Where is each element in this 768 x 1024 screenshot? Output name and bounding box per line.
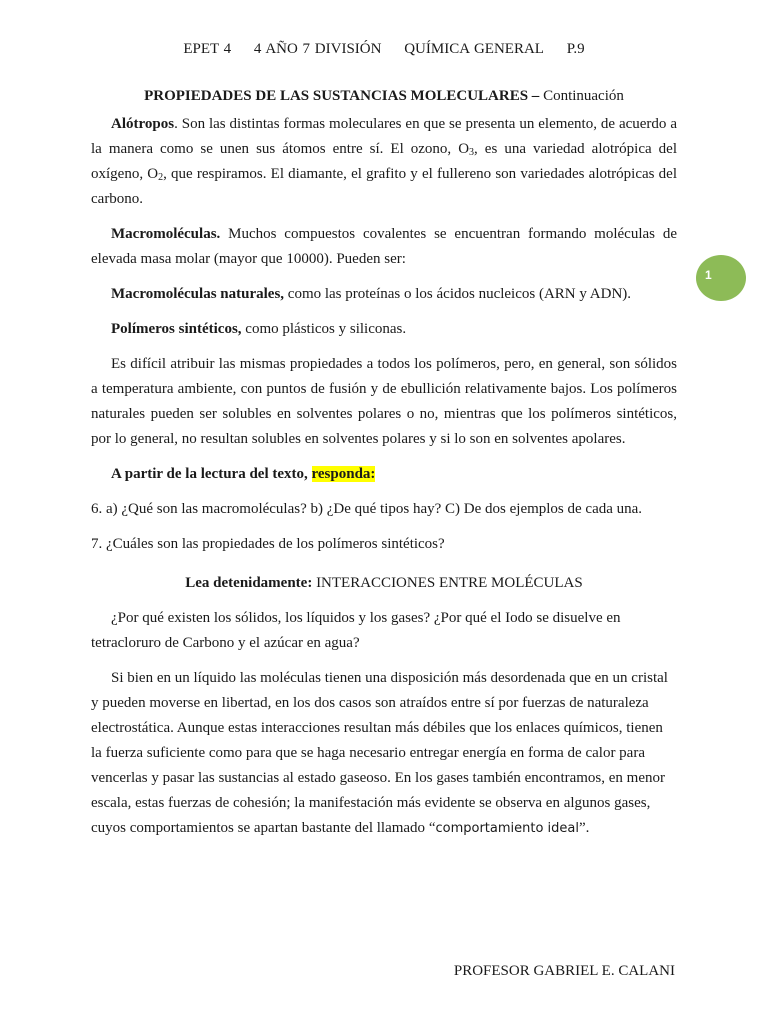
interacciones-paragraph-2 bbox=[91, 666, 677, 841]
page-number-badge bbox=[696, 255, 746, 301]
polimeros-paragraph: Es difícil atribuir las mismas propiedades a todos los polímeros, pero, en general, son sólidos a temperatura ambiente, con puntos de fusión y de ebullición relativamente bajos. Los polímeros naturales pueden ser solubles en solventes polares o no, mientras que los polímeros sintéticos, por lo general, no resultan solubles en solventes polares y si lo son en solventes apolares. bbox=[91, 356, 677, 447]
question-6: 6. a) ¿Qué son las macromoléculas? b) ¿De qué tipos hay? C) De dos ejemplos de cada una. bbox=[91, 501, 643, 517]
section-lead: Lea detenidamente: bbox=[185, 575, 313, 591]
page-title bbox=[91, 84, 677, 109]
macromoleculas-paragraph bbox=[91, 222, 677, 272]
section-heading: INTERACCIONES ENTRE MOLÉCULAS bbox=[312, 575, 583, 591]
page-header bbox=[0, 41, 768, 58]
alotropos-text-2: , es una variedad alotrópica del oxígeno, O bbox=[91, 141, 677, 182]
interacciones-text: Si bien en un líquido las moléculas tienen una disposición más desordenada que en un cristal y pueden moverse en libertad, en los dos casos son atraídos entre sí por fuerzas de naturaleza electrostática. Aunque estas interacciones resultan más débiles que los enlaces químicos, tienen la fuerza suficiente como para que se haga necesario entregar energía en forma de calor para vencerlas y pasar las sustancias al estado gaseoso. En los gases también encontramos, en menor escala, estas fuerzas de cohesión; la manifestación más evidente se observa en algunos gases, cuyos comportamientos se apartan bastante del llamado bbox=[91, 670, 668, 836]
naturales-text: como las proteínas o los ácidos nucleicos (ARN y ADN). bbox=[284, 286, 632, 302]
header-school: EPET 4 bbox=[183, 41, 232, 57]
naturales-term: Macromoléculas naturales, bbox=[111, 286, 285, 302]
prompt-text: A partir de la lectura del texto, bbox=[111, 466, 308, 482]
section-title bbox=[91, 571, 677, 596]
close-quote: ”. bbox=[579, 820, 590, 836]
naturales-paragraph bbox=[91, 282, 677, 307]
ozone-subscript: 3 bbox=[469, 147, 475, 158]
page-footer: PROFESOR GABRIEL E. CALANI bbox=[453, 963, 675, 979]
sinteticos-term: Polímeros sintéticos, bbox=[111, 321, 242, 337]
sinteticos-paragraph bbox=[91, 317, 677, 342]
open-quote: “ bbox=[428, 820, 436, 836]
alotropos-term: Alótropos bbox=[111, 116, 175, 132]
prompt-highlight: responda: bbox=[311, 466, 376, 482]
oxygen-subscript: 2 bbox=[158, 172, 164, 183]
title-suffix: Continuación bbox=[539, 88, 624, 104]
header-year: 4 AÑO 7 DIVISIÓN bbox=[253, 41, 382, 57]
alotropos-paragraph bbox=[91, 112, 677, 212]
interacciones-paragraph-1: ¿Por qué existen los sólidos, los líquidos y los gases? ¿Por qué el Iodo se disuelve en tetracloruro de Carbono y el azúcar en agua? bbox=[91, 610, 621, 651]
macromoleculas-term: Macromoléculas. bbox=[111, 226, 221, 242]
ideal-behavior-term: comportamiento ideal bbox=[435, 821, 579, 836]
sinteticos-text: como plásticos y siliconas. bbox=[241, 321, 407, 337]
header-page: P.9 bbox=[566, 41, 585, 57]
question-7: 7. ¿Cuáles son las propiedades de los polímeros sintéticos? bbox=[91, 536, 445, 552]
reading-prompt bbox=[91, 462, 677, 487]
header-subject: QUÍMICA GENERAL bbox=[404, 41, 544, 57]
alotropos-text-1: . Son las distintas formas moleculares en que se presenta un elemento, de acuerdo a la manera como se unen sus átomos entre sí. El ozono, O bbox=[91, 116, 677, 157]
alotropos-text-3: , que respiramos. El diamante, el grafito y el fullereno son variedades alotrópicas del carbono. bbox=[91, 166, 677, 207]
macromoleculas-text: Muchos compuestos covalentes se encuentran formando moléculas de elevada masa molar (mayor que 10000). Pueden ser: bbox=[91, 226, 677, 267]
page-content bbox=[91, 84, 677, 841]
badge-number: 1 bbox=[705, 268, 712, 282]
title-main: PROPIEDADES DE LAS SUSTANCIAS MOLECULARES – bbox=[144, 88, 540, 104]
